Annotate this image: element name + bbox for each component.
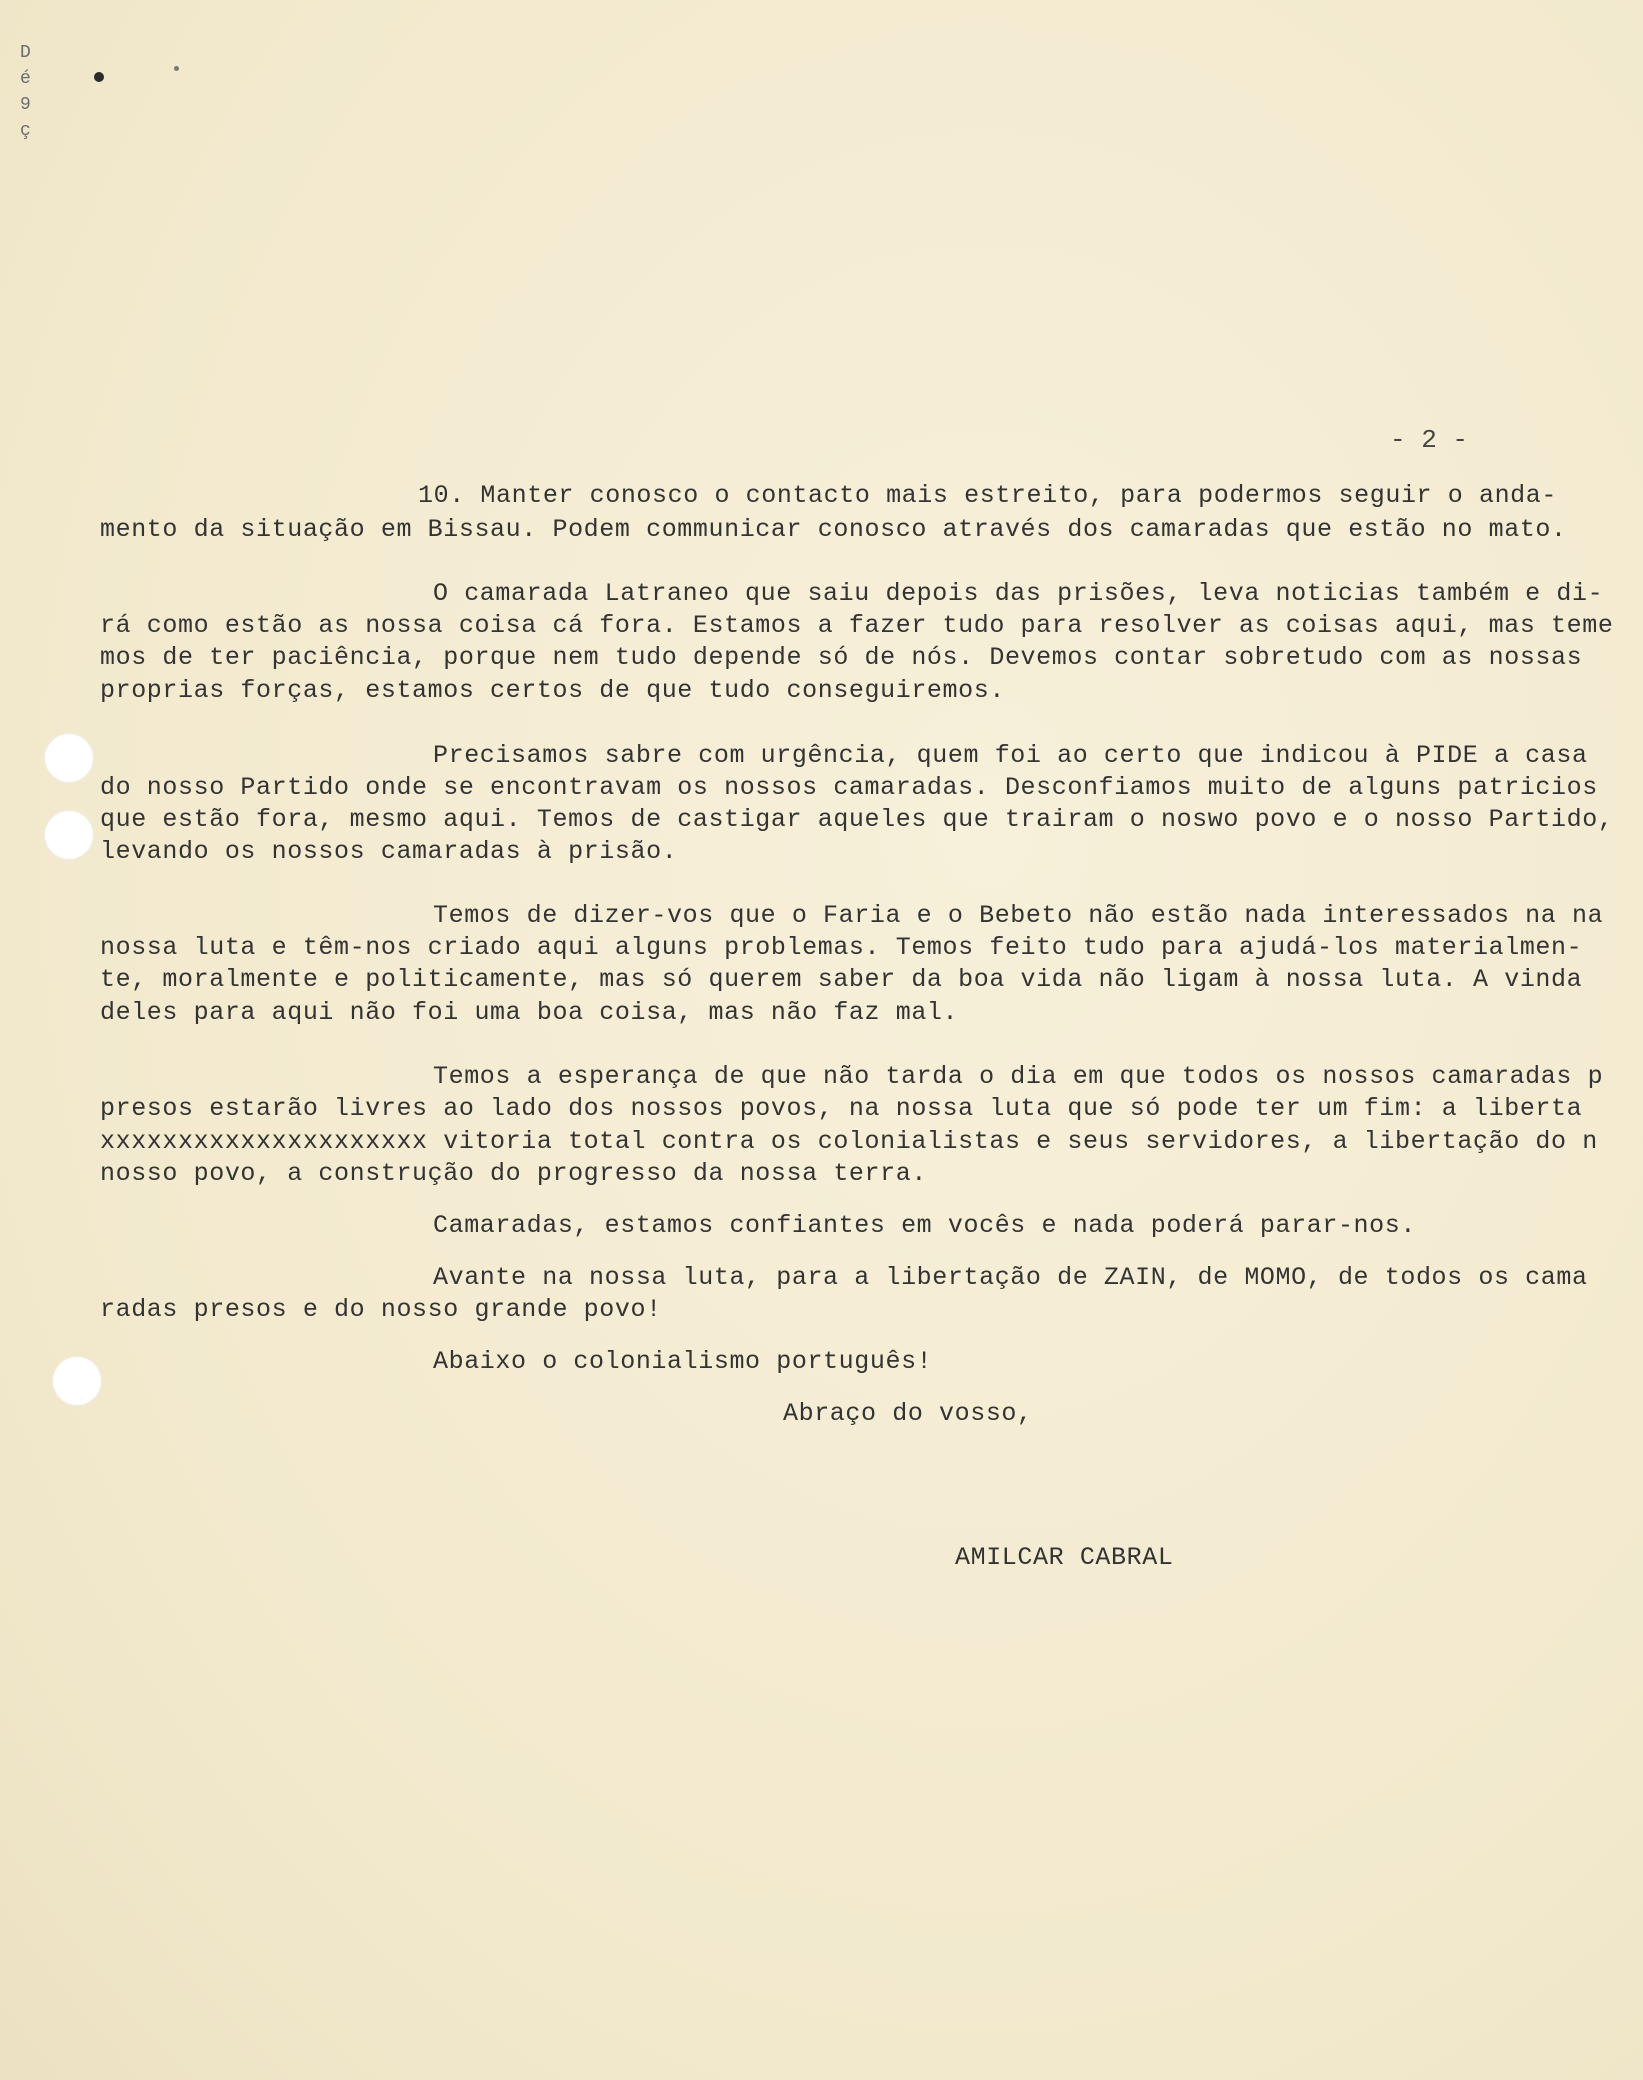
text-line: Abraço do vosso,: [783, 1399, 1033, 1428]
text-line: Temos a esperança de que não tarda o dia em que todos os nossos camaradas p: [433, 1062, 1604, 1091]
punch-hole: [52, 1356, 102, 1406]
signature: AMILCAR CABRAL: [955, 1543, 1174, 1572]
edge-mark: é: [20, 69, 31, 89]
text-line: nosso povo, a construção do progresso da nossa terra.: [100, 1159, 927, 1188]
ink-dot: [94, 72, 104, 82]
text-line: te, moralmente e politicamente, mas só querem saber da boa vida não ligam à nossa luta. A vinda: [100, 965, 1583, 994]
edge-marks: [20, 40, 40, 144]
text-line: radas presos e do nosso grande povo!: [100, 1295, 662, 1324]
text-line: 10. Manter conosco o contacto mais estreito, para podermos seguir o anda-: [418, 481, 1557, 510]
text-line: Avante na nossa luta, para a libertação de ZAIN, de MOMO, de todos os cama: [433, 1263, 1588, 1292]
text-line: Temos de dizer-vos que o Faria e o Bebeto não estão nada interessados na na: [433, 901, 1604, 930]
page-number: - 2 -: [1390, 425, 1469, 455]
punch-hole: [44, 810, 94, 860]
text-line: levando os nossos camaradas à prisão.: [100, 837, 678, 866]
text-line: proprias forças, estamos certos de que tudo conseguiremos.: [100, 676, 1005, 705]
text-line: mos de ter paciência, porque nem tudo depende só de nós. Devemos contar sobretudo com as nossas: [100, 643, 1583, 672]
text-line: nossa luta e têm-nos criado aqui alguns problemas. Temos feito tudo para ajudá-los materialmen-: [100, 933, 1583, 962]
text-line: Camaradas, estamos confiantes em vocês e nada poderá parar-nos.: [433, 1211, 1416, 1240]
punch-hole: [44, 733, 94, 783]
text-line: deles para aqui não foi uma boa coisa, mas não faz mal.: [100, 998, 959, 1027]
letter-body: [100, 410, 1630, 1428]
edge-mark: D: [20, 43, 31, 63]
text-line: mento da situação em Bissau. Podem communicar conosco através dos camaradas que estão no mato.: [100, 515, 1567, 544]
ink-dot: [174, 66, 179, 71]
text-line: Precisamos sabre com urgência, quem foi ao certo que indicou à PIDE a casa: [433, 741, 1588, 770]
text-line: que estão fora, mesmo aqui. Temos de castigar aqueles que trairam o noswo povo e o nosso Partido,: [100, 805, 1614, 834]
text-line: presos estarão livres ao lado dos nossos povos, na nossa luta que só pode ter um fim: a liberta: [100, 1094, 1583, 1123]
text-line: O camarada Latraneo que saiu depois das prisões, leva noticias também e di-: [433, 579, 1604, 608]
text-line: do nosso Partido onde se encontravam os nossos camaradas. Desconfiamos muito de alguns patricios: [100, 773, 1598, 802]
edge-mark: ç: [20, 121, 31, 141]
text-line: xxxxxxxxxxxxxxxxxxxxx vitoria total contra os colonialistas e seus servidores, a libertação do n: [100, 1127, 1598, 1156]
text-line: rá como estão as nossa coisa cá fora. Estamos a fazer tudo para resolver as coisas aqui, mas teme: [100, 611, 1614, 640]
text-line: Abaixo o colonialismo português!: [433, 1347, 933, 1376]
edge-mark: 9: [20, 95, 31, 115]
